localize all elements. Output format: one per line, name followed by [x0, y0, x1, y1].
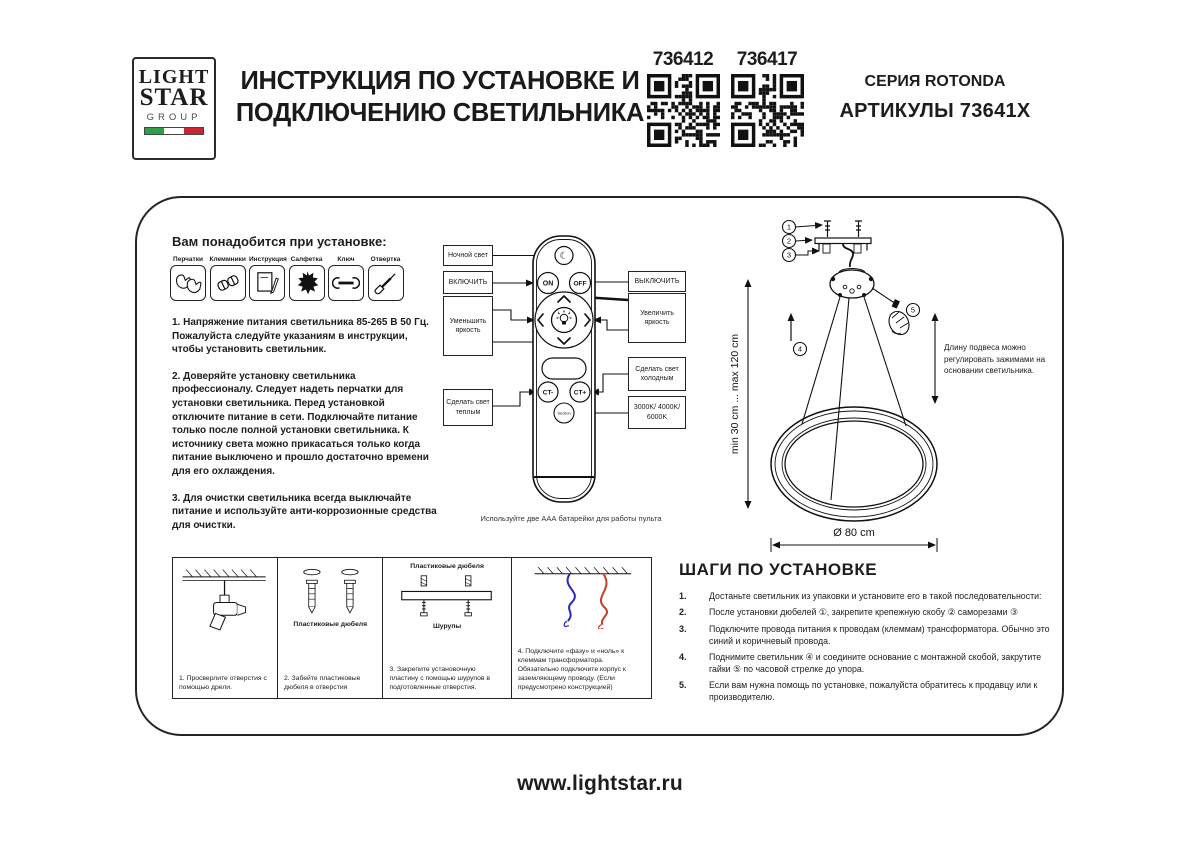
articles: АРТИКУЛЫ 73641X — [839, 100, 1031, 122]
dowel-icon — [282, 563, 378, 621]
svg-text:5: 5 — [910, 305, 916, 315]
panel-label: Шурупы — [432, 623, 462, 631]
diameter-dimension — [771, 527, 937, 552]
callout-brighten: Увеличить яркость — [628, 293, 686, 343]
page-title: ИНСТРУКЦИЯ ПО УСТАНОВКЕ И ПОДКЛЮЧЕНИЮ СВЕТИЛЬНИКА — [235, 67, 645, 127]
lightstar-logo — [132, 57, 216, 160]
pendant-note: Длину подвеса можно регулировать зажимами на основании светильника. — [944, 343, 1046, 376]
svg-text:ON: ON — [542, 280, 554, 288]
series-name: СЕРИЯ ROTONDA — [864, 73, 1006, 90]
svg-text:Ø 80 cm: Ø 80 cm — [833, 527, 875, 539]
pill-button — [542, 358, 586, 379]
panel-plate — [383, 558, 511, 698]
warning-2: 2. Доверяйте установку светильника профессионалу. Следует надеть перчатки для установки светильника. Перед установкой отключите питание в сети. Подключайте питание только после полной установки светильника. К источнику света можно прикасаться только когда питание выключено и прошло достаточно времени для его охлаждения. — [172, 370, 429, 477]
panel-dowels — [278, 558, 383, 698]
step-item: 4. Поднимите светильник ④ и соедините основание с монтажной скобой, закрутите гайки ⑤ по часовой стрелке до упора. — [679, 652, 1042, 674]
callout-kelvin: 3000K/ 4000K/ 6000K — [628, 396, 686, 429]
callout-turn-on: ВКЛЮЧИТЬ — [443, 271, 493, 294]
install-panels — [172, 557, 652, 699]
pendant-diagram — [712, 200, 1064, 566]
screwdriver-icon — [372, 269, 400, 297]
remote-diagram — [435, 230, 707, 532]
panel-caption: 3. Закрепите установочную пластину с помощью шурупов в подготовленные отверстия. — [389, 666, 490, 692]
svg-text:4: 4 — [797, 344, 803, 354]
panel-caption: 1. Просверлите отверстия с помощью дрели. — [179, 675, 267, 692]
logo-text: STAR — [139, 84, 209, 111]
steps-heading: ШАГИ ПО УСТАНОВКЕ — [679, 560, 878, 579]
series-block — [828, 73, 1042, 123]
svg-text:min 30 cm ... max 120 cm: min 30 cm ... max 120 cm — [729, 333, 741, 455]
night-light-icon: ☾ — [559, 251, 569, 262]
step-item: 2. После установки дюбелей ①, закрепите крепежную скобу ② саморезами ③ — [679, 607, 1018, 618]
svg-text:CT-: CT- — [542, 389, 554, 397]
qr-code-icon — [731, 74, 804, 147]
svg-text:3: 3 — [786, 250, 792, 260]
qr-code-icon — [647, 74, 720, 147]
callout-warm: Сделать свет теплым — [443, 389, 493, 426]
tool-napkin: Салфетка — [289, 256, 325, 301]
dowel-icon — [823, 244, 830, 253]
ring-fixture — [771, 407, 937, 521]
step-item: 5. Если вам нужна помощь по установке, пожалуйста обратитесь к продавцу или к производителю. — [679, 680, 1038, 703]
panel-caption: 2. Забейте пластиковые дюбеля в отверстия — [284, 675, 361, 692]
qr-item-736412 — [645, 49, 721, 147]
warning-1: 1. Напряжение питания светильника 85-265 В 50 Гц. Пожалуйста следуйте указаниям в инструкции, чтобы установить светильник. — [172, 317, 429, 356]
tool-screwdriver: Отвертка — [368, 256, 404, 301]
canopy — [830, 269, 874, 299]
panel-label: Пластиковые дюбеля — [410, 563, 484, 570]
warning-3: 3. Для очистки светильника всегда выключайте питание и используйте анти-коррозионные средства для очистки. — [172, 492, 437, 531]
tool-gloves: Перчатки — [170, 256, 206, 301]
panel-drill — [173, 558, 278, 698]
gloves-icon — [174, 269, 202, 297]
screw-icon — [421, 600, 472, 616]
svg-text:Section: Section — [557, 410, 571, 416]
screw-icon — [824, 221, 831, 237]
mounting-bracket — [815, 221, 871, 253]
dowel-icon — [422, 576, 472, 586]
mounting-plate-icon — [387, 571, 506, 623]
svg-text:1: 1 — [786, 222, 792, 232]
svg-text:2: 2 — [786, 236, 792, 246]
callout-turn-off: ВЫКЛЮЧИТЬ — [628, 271, 686, 292]
qr-label: 736417 — [736, 49, 798, 70]
italy-flag-icon — [144, 127, 204, 135]
drill-icon — [177, 563, 273, 631]
panel-wires — [512, 558, 651, 698]
logo-text: LIGHT — [138, 66, 210, 88]
wires-drawing — [516, 563, 646, 629]
height-dimension — [729, 280, 748, 508]
website-url: www.lightstar.ru — [517, 772, 683, 795]
power-wire — [843, 244, 853, 267]
svg-text:CT+: CT+ — [573, 389, 587, 397]
screw-icon — [855, 221, 862, 237]
phase-wire-icon — [601, 574, 607, 625]
callout-dim: Уменьшить яркость — [443, 296, 493, 356]
tool-wrench: Ключ — [328, 256, 364, 301]
qr-label: 736412 — [652, 49, 714, 70]
terminals-icon — [214, 269, 242, 297]
manual-icon — [253, 269, 281, 297]
wrench-icon — [332, 269, 360, 297]
tools-row — [170, 256, 410, 301]
tools-heading: Вам понадобится при установке: — [172, 234, 387, 249]
qr-item-736417 — [729, 49, 805, 147]
neutral-wire-icon — [567, 574, 574, 621]
tool-terminals: Клеммники — [210, 256, 246, 301]
pendant-drawing — [712, 200, 1064, 566]
callout-cold: Сделать свет холодным — [628, 357, 686, 391]
callout-night-light: Ночной свет — [443, 245, 493, 266]
tool-manual: Инструкция — [249, 256, 285, 301]
safety-warnings — [172, 316, 438, 545]
battery-note: Используйте две ААА батарейки для работы пульта — [480, 514, 662, 523]
dowel-icon — [854, 244, 861, 253]
panel-label: Пластиковые дюбеля — [293, 621, 368, 628]
install-steps — [679, 560, 1057, 709]
svg-text:OFF: OFF — [573, 280, 587, 288]
napkin-icon — [293, 269, 321, 297]
panel-caption: 4. Подключите «фазу» и «ноль» к клеммам трансформатора. Обязательно подключите корпус к заземляющему проводу. (Если предусмотрено конструкцией) — [517, 648, 626, 692]
step-item: 1. Достаньте светильник из упаковки и установите его в такой последовательности: — [679, 591, 1042, 601]
logo-group-text: GROUP — [146, 111, 202, 123]
step-item: 3. Подключите провода питания к проводам (клеммам) трансформатора. Обычно это синий и коричневый провода. — [679, 623, 1050, 646]
